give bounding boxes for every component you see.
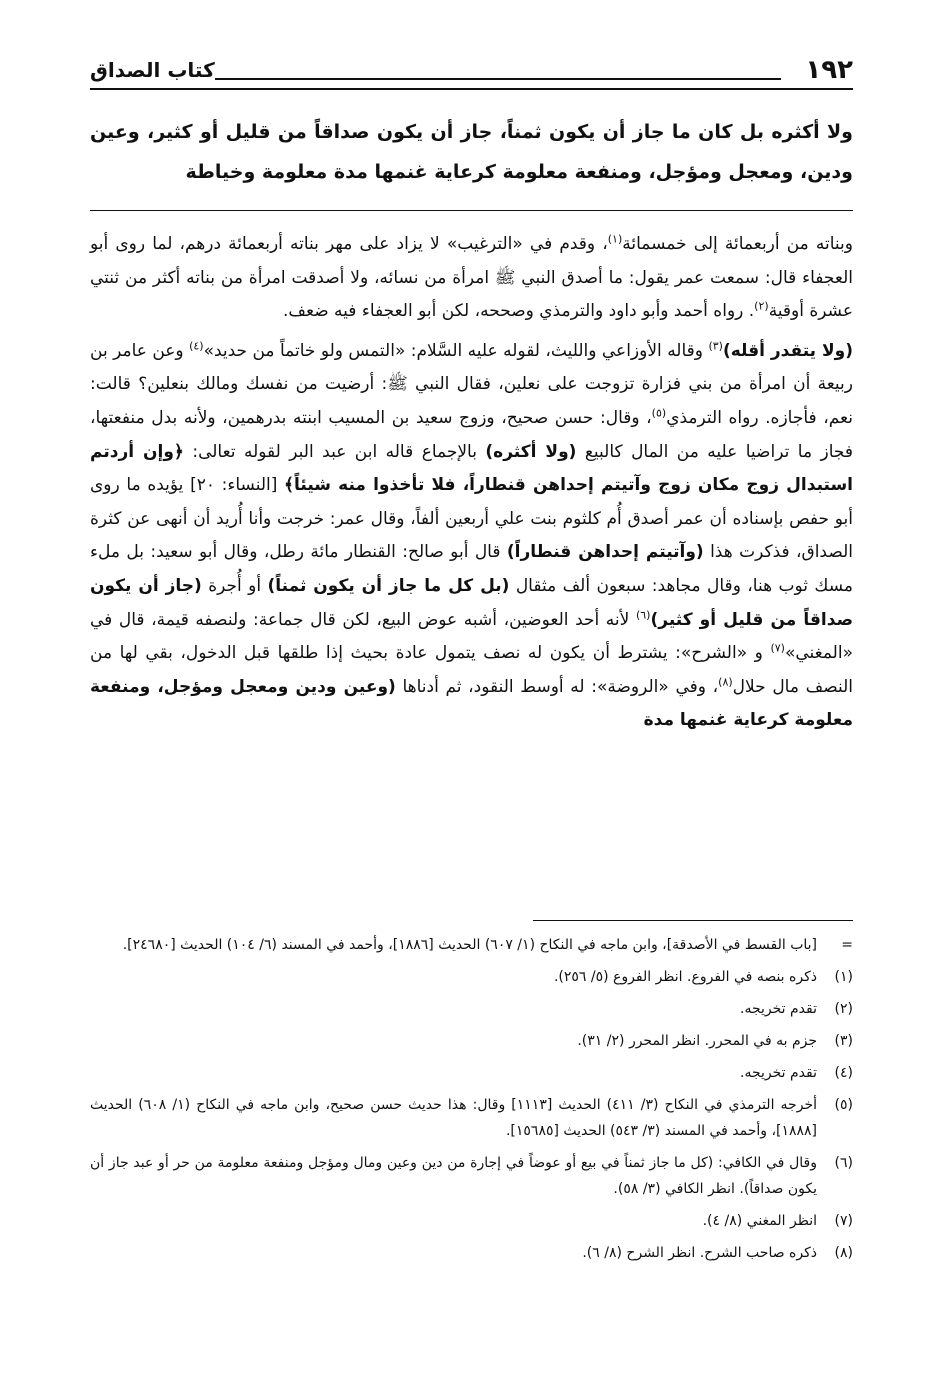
commentary-text: [النساء: ٢٠] يؤيده ما روى أبو حفص بإسناده أن عمر أصدق أُم كلثوم بنت علي أربعين ألفاً، وقال عمر: خرجت وأنا أُريد أن أنهى عن كثرة الصداق، فذكرت هذا xyxy=(90,475,853,563)
commentary-text: قال أبو صالح: القنطار مائة رطل، وقال أبو سعيد: بل ملء مسك ثوب هنا، وقال مجاهد: سبعون ألف مثقال xyxy=(90,542,853,596)
commentary-text: و «الشرح»: يشترط أن يكون له نصف يتمول عادة بحيث إذا طلقها قبل الدخول، بقي لها من النصف مال حلال xyxy=(90,643,853,697)
commentary-text: لأنه أحد العوضين، أشبه عوض البيع، لكن قال جماعة: ولنصفه قيمة، قال في «المغني» xyxy=(90,609,853,664)
footnote-ref: (٣) xyxy=(708,339,723,353)
commentary xyxy=(90,228,853,738)
footnote-ref: (٥) xyxy=(651,406,667,420)
footnote-number: (٧) xyxy=(834,1213,853,1229)
footnote-number: (٤) xyxy=(834,1065,853,1081)
footnote-ref: (١) xyxy=(607,232,623,246)
footnote xyxy=(90,1092,853,1144)
footnote xyxy=(90,996,853,1022)
commentary-text: وقاله الأوزاعي والليث، لقوله عليه السَّلام: «التمس ولو خاتماً من حديد» xyxy=(203,340,709,361)
quoted-main-text: (جاز أن يكون صداقاً من قليل أو كثير) xyxy=(90,575,853,630)
footnote-text: ذكره صاحب الشرح. انظر الشرح (٨/ ٦). xyxy=(582,1245,817,1261)
footnote-number: (١) xyxy=(834,969,853,985)
footnote-text: تقدم تخريجه. xyxy=(740,1001,817,1017)
quoted-main-text: (ولا أكثره) xyxy=(485,441,577,462)
main-text-divider xyxy=(90,210,853,211)
main-text: ولا أكثره بل كان ما جاز أن يكون ثمناً، جاز أن يكون صداقاً من قليل أو كثير، وعين ودين، ومعجل ومؤجل، ومنفعة معلومة كرعاية غنمها مدة معلومة وخياطة xyxy=(90,121,853,183)
commentary-text: ، وقال: حسن صحيح، وزوج سعيد بن المسيب ابنته بدرهمين، ولأنه بدل منفعتها، فجاز ما تراضيا عليه من المال كالبيع xyxy=(90,407,853,462)
footnote-text: أخرجه الترمذي في النكاح (٣/ ٤١١) الحديث [١١١٣] وقال: هذا حديث حسن صحيح، وابن ماجه في النكاح (١/ ٦٠٨) الحديث [١٨٨٨]، وأحمد في المسند (٣/ ٥٤٣) الحديث [١٥٦٨٥]. xyxy=(90,1097,817,1139)
footnotes xyxy=(90,932,853,1272)
footnote-text: وقال في الكافي: (كل ما جاز ثمناً في بيع أو عوضاً في إجارة من دين وعين ومال ومؤجل ومنفعة معلومة من حر أو عبد جاز أن يكون صداقاً). انظر الكافي (٣/ ٥٨). xyxy=(90,1155,817,1197)
quoted-main-text: (بل كل ما جاز أن يكون ثمناً) xyxy=(267,575,510,596)
footnote xyxy=(90,1208,853,1234)
footnote xyxy=(90,1060,853,1086)
quoted-main-text: (وعين ودين ومعجل ومؤجل، ومنفعة معلومة كرعاية غنمها مدة xyxy=(90,676,853,731)
book-title: كتاب الصداق xyxy=(90,58,215,82)
quran-verse: ﴿وإن أردتم استبدال زوج مكان زوج وآتيتم إحداهن قنطاراً، فلا تأخذوا منه شيئاً﴾ xyxy=(90,441,853,496)
running-header xyxy=(90,52,853,88)
header-bottom-rule xyxy=(90,88,853,90)
header-rule-area xyxy=(215,52,792,88)
footnote-number: (٥) xyxy=(834,1097,853,1113)
commentary-paragraph xyxy=(90,335,853,738)
footnote-text: [باب القسط في الأصدقة]، وابن ماجه في النكاح (١/ ٦٠٧) الحديث [١٨٨٦]، وأحمد في المسند (٦/ ١٠٤) الحديث [٢٤٦٨٠]. xyxy=(122,937,817,953)
header-rule xyxy=(215,78,782,80)
footnote-ref: (٧) xyxy=(770,641,785,655)
quoted-main-text: (وآتيتم إحداهن قنطاراً) xyxy=(506,542,704,563)
footnote-number: (٣) xyxy=(834,1033,853,1049)
commentary-text: وبناته من أربعمائة إلى خمسمائة xyxy=(622,234,853,254)
footnote-text: جزم به في المحرر. انظر المحرر (٢/ ٣١). xyxy=(577,1033,817,1049)
commentary-text: وعن عامر بن ربيعة أن امرأة من بني فزارة تزوجت على نعلين، فقال النبي ﷺ: أرضيت من نفسك ومالك بنعلين؟ قالت: نعم، فأجازه. رواه الترمذي xyxy=(90,340,853,428)
commentary-text: أو أُجرة xyxy=(201,575,268,596)
footnote xyxy=(90,1028,853,1054)
footnote xyxy=(90,964,853,990)
commentary-text: . رواه أحمد وأبو داود والترمذي وصححه، لكن أبو العجفاء فيه ضعف. xyxy=(283,301,755,322)
footnote-ref: (٢) xyxy=(754,299,769,313)
footnote-number: = xyxy=(841,937,853,953)
footnote-ref: (٦) xyxy=(635,607,651,621)
footnote-ref: (٨) xyxy=(718,675,733,689)
footnote-ref: (٤) xyxy=(189,339,204,353)
footnote-text: تقدم تخريجه. xyxy=(740,1065,817,1081)
footnotes-divider xyxy=(533,920,853,921)
footnote xyxy=(90,1240,853,1266)
footnote xyxy=(90,932,853,958)
footnote-text: ذكره بنصه في الفروع. انظر الفروع (٥/ ٢٥٦). xyxy=(553,969,817,985)
commentary-text: بالإجماع قاله ابن عبد البر لقوله تعالى: xyxy=(183,441,486,462)
footnote-number: (٦) xyxy=(834,1155,853,1171)
quoted-main-text: (ولا يتقدر أقله) xyxy=(722,340,853,361)
page-number: ١٩٢ xyxy=(805,55,853,85)
footnote-number: (٢) xyxy=(834,1001,853,1017)
commentary-paragraph xyxy=(90,228,853,329)
commentary-text: ، وقدم في «الترغيب» لا يزاد على مهر بناته أربعمائة درهم، لما روى أبو العجفاء قال: سمعت عمر يقول: ما أصدق النبي ﷺ امرأة من نسائه، ولا أصدقت امرأة من بناته أكثر من ثنتي عشرة أوقية xyxy=(90,234,853,322)
footnote-number: (٨) xyxy=(834,1245,853,1261)
footnote-text: انظر المغني (٨/ ٤). xyxy=(702,1213,817,1229)
commentary-text: ، وفي «الروضة»: له أوسط النقود، ثم أدناها xyxy=(395,676,719,697)
footnote xyxy=(90,1150,853,1202)
